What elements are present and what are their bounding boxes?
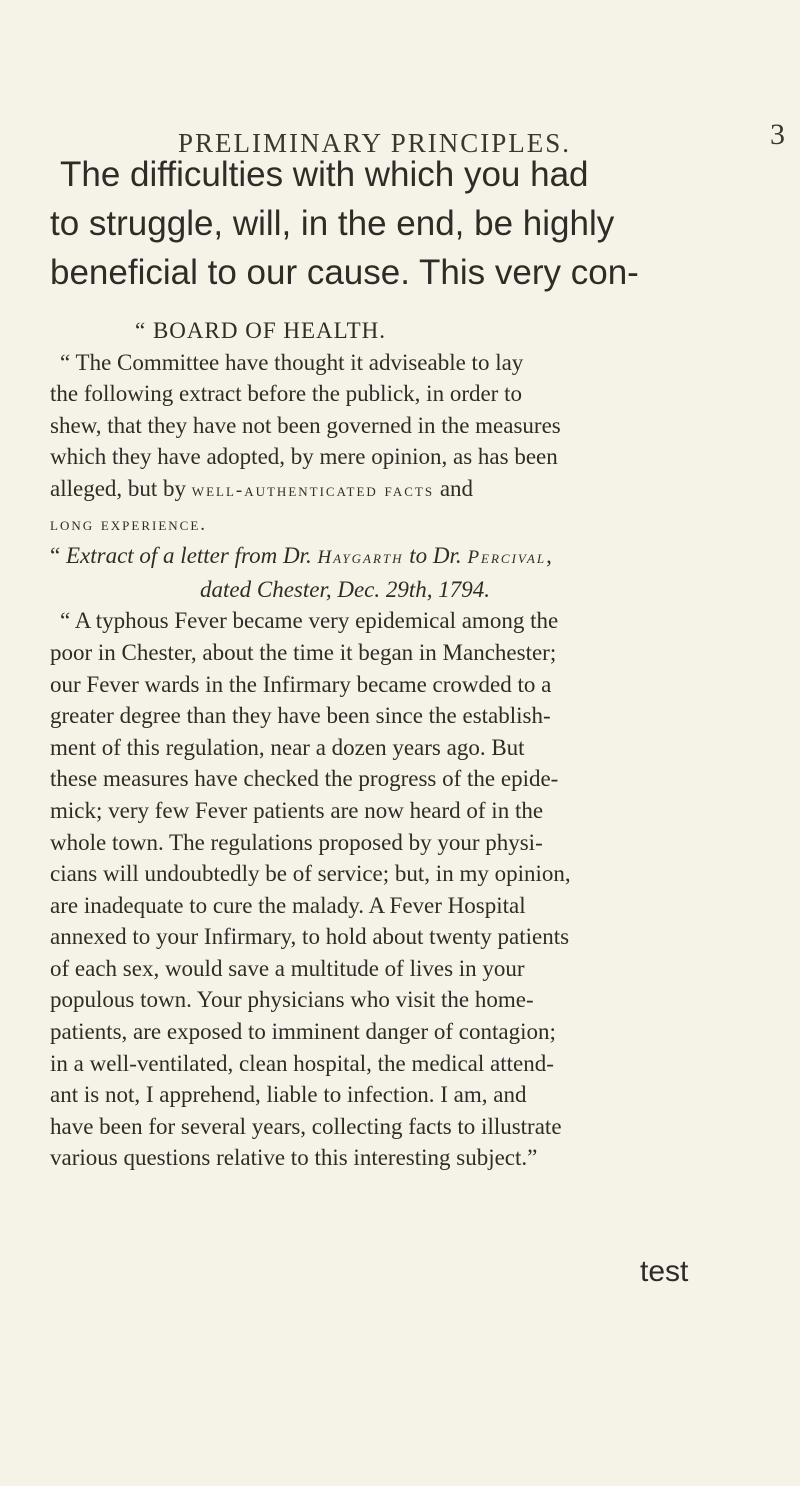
- letter-line: “ A typhous Fever became very epidemical among the: [60, 608, 559, 634]
- letter-line: our Fever wards in the Infirmary became crowded to a: [50, 671, 552, 697]
- main-text: [50, 150, 740, 297]
- footnote-text: alleged, but by: [50, 475, 192, 501]
- letter-line: populous town. Your physicians who visit the home-: [50, 987, 534, 1013]
- letter-line: patients, are exposed to imminent danger of contagion;: [50, 1019, 556, 1045]
- running-head: PRELIMINARY PRINCIPLES.: [178, 128, 572, 158]
- main-text-line: The difficulties with which you had: [60, 155, 589, 194]
- footnote-heading: “ BOARD OF HEALTH.: [135, 318, 386, 343]
- letter-line: of each sex, would save a multitude of lives in your: [50, 955, 525, 981]
- footnote-line: [50, 507, 750, 541]
- extract-title-text: ,: [546, 543, 552, 569]
- letter-line: various questions relative to this interesting subject.”: [50, 1145, 538, 1171]
- footnote-line: [50, 473, 750, 507]
- extract-title-line: [50, 540, 750, 574]
- main-text-line: beneficial to our cause. This very con-: [50, 253, 639, 292]
- small-caps-text: well-authenticated facts: [191, 479, 435, 501]
- footnote-text: and: [434, 475, 474, 501]
- letter-line: annexed to your Infirmary, to hold about twenty patients: [50, 924, 570, 950]
- footnote-line: shew, that they have not been governed in the measures: [50, 412, 561, 438]
- extract-title-text: to Dr.: [403, 543, 468, 569]
- main-text-line: to struggle, will, in the end, be highly: [50, 204, 615, 243]
- footnote: [50, 315, 750, 1174]
- footnote-line: which they have adopted, by mere opinion, as has been: [50, 444, 558, 470]
- letter-line: greater degree than they have been since the establish-: [50, 703, 551, 729]
- letter-line: have been for several years, collecting facts to illustrate: [50, 1113, 562, 1139]
- quote-mark: “: [50, 543, 66, 569]
- extract-author: Haygarth: [317, 547, 404, 569]
- letter-line: these measures have checked the progress of the epide-: [50, 766, 559, 792]
- letter-line: mick; very few Fever patients are now heard of in the: [50, 797, 544, 823]
- letter-line: cians will undoubtedly be of service; but, in my opinion,: [50, 861, 571, 887]
- letter-line: poor in Chester, about the time it began in Manchester;: [50, 639, 557, 665]
- extract-recipient: Percival: [467, 547, 547, 569]
- letter-line: in a well-ventilated, clean hospital, the medical attend-: [50, 1050, 554, 1076]
- page-number: 3: [770, 118, 785, 151]
- letter-line: whole town. The regulations proposed by your physi-: [50, 829, 543, 855]
- catchword: test: [640, 1255, 689, 1288]
- footnote-line: the following extract before the publick, in order to: [50, 381, 522, 407]
- extract-title-text: Extract of a letter from Dr.: [65, 543, 318, 569]
- letter-line: ant is not, I apprehend, liable to infection. I am, and: [50, 1082, 527, 1108]
- letter-line: ment of this regulation, near a dozen years ago. But: [50, 734, 525, 760]
- footnote-line: “ The Committee have thought it adviseable to lay: [60, 349, 524, 375]
- extract-date-line: dated Chester, Dec. 29th, 1794.: [200, 576, 491, 602]
- letter-line: are inadequate to cure the malady. A Fever Hospital: [50, 892, 526, 918]
- small-caps-text: long experience.: [50, 513, 208, 535]
